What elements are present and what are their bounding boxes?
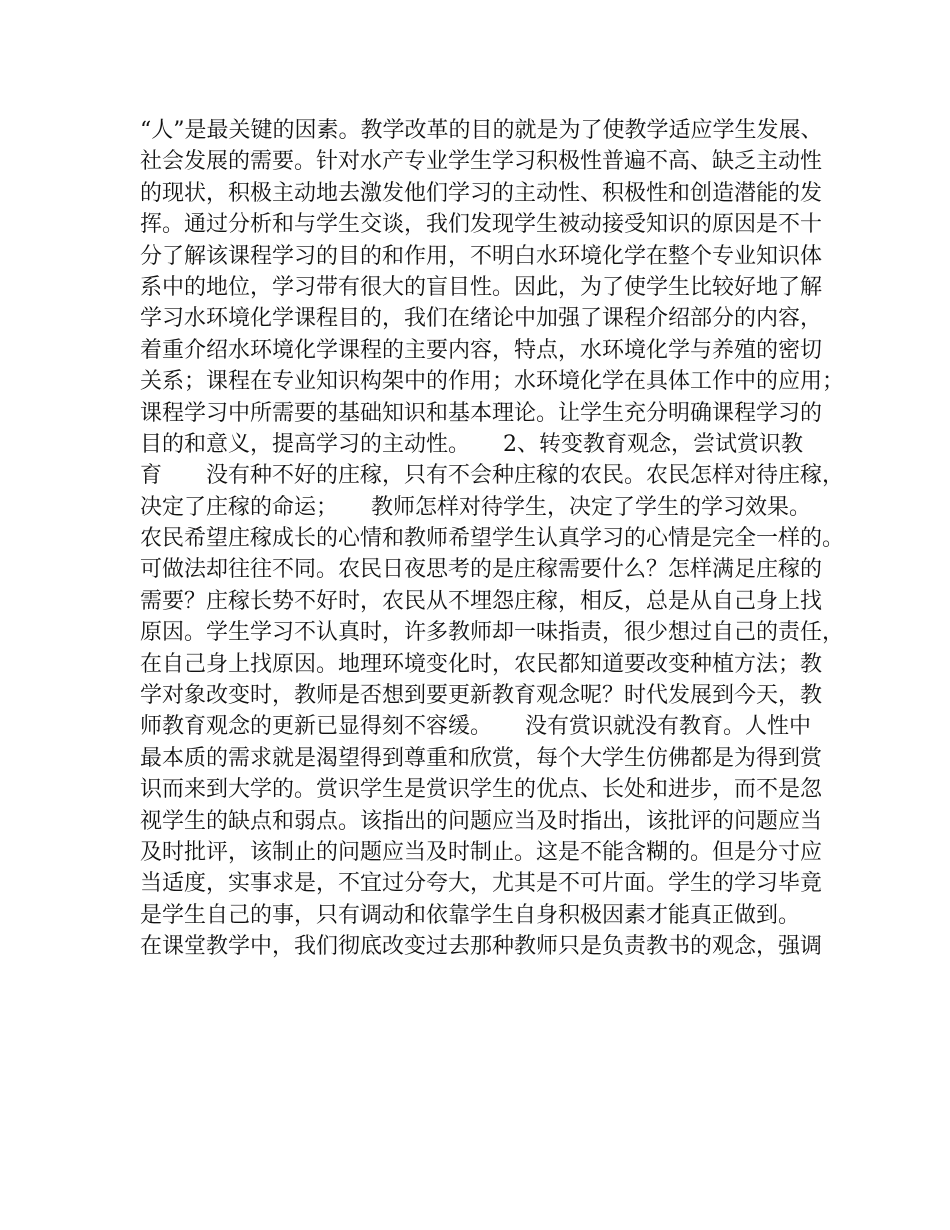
text-line-5: 分了解该课程学习的目的和作用，不明白水环境化学在整个专业知识体 <box>140 243 823 269</box>
text-line-25: 当适度，实事求是，不宜过分夸大，尤其是不可片面。学生的学习毕竟 <box>140 871 823 897</box>
text-line-18: 在自己身上找原因。地理环境变化时，农民都知道要改变种植方法；教 <box>140 651 823 677</box>
text-line-11: 目的和意义，提高学习的主动性。 2、转变教育观念，尝试赏识教 <box>140 431 803 457</box>
text-line-26: 是学生自己的事，只有调动和依靠学生自身积极因素才能真正做到。 <box>140 902 801 928</box>
text-line-2: 社会发展的需要。针对水产专业学生学习积极性普遍不高、缺乏主动性 <box>140 149 823 175</box>
text-line-3: 的现状，积极主动地去激发他们学习的主动性、积极性和创造潜能的发 <box>140 180 823 206</box>
text-line-4: 挥。通过分析和与学生交谈，我们发现学生被动接受知识的原因是不十 <box>140 212 823 238</box>
text-line-14: 农民希望庄稼成长的心情和教师希望学生认真学习的心情是完全一样的。 <box>140 526 845 552</box>
text-line-17: 原因。学生学习不认真时，许多教师却一味指责，很少想过自己的责任， <box>140 620 845 646</box>
text-line-9: 关系；课程在专业知识构架中的作用；水环境化学在具体工作中的应用； <box>140 369 845 395</box>
text-line-20: 师教育观念的更新已显得刻不容缓。 没有赏识就没有教育。人性中 <box>140 714 812 740</box>
text-line-6: 系中的地位，学习带有很大的盲目性。因此，为了使学生比较好地了解 <box>140 274 823 300</box>
body-text <box>140 115 845 963</box>
text-line-27: 在课堂教学中，我们彻底改变过去那种教师只是负责教书的观念，强调 <box>140 934 823 960</box>
text-line-22: 识而来到大学的。赏识学生是赏识学生的优点、长处和进步，而不是忽 <box>140 777 823 803</box>
text-line-24: 及时批评，该制止的问题应当及时制止。这是不能含糊的。但是分寸应 <box>140 839 823 865</box>
text-line-7: 学习水环境化学课程目的，我们在绪论中加强了课程介绍部分的内容， <box>140 306 823 332</box>
text-line-13: 决定了庄稼的命运； 教师怎样对待学生，决定了学生的学习效果。 <box>140 494 812 520</box>
text-line-10: 课程学习中所需要的基础知识和基本理论。让学生充分明确课程学习的 <box>140 400 823 426</box>
text-line-1: “人”是最关键的因素。教学改革的目的就是为了使教学适应学生发展、 <box>140 118 823 143</box>
text-line-19: 学对象改变时，教师是否想到要更新教育观念呢？时代发展到今天，教 <box>140 683 823 709</box>
text-line-12: 育 没有种不好的庄稼，只有不会种庄稼的农民。农民怎样对待庄稼， <box>140 463 845 489</box>
text-line-8: 着重介绍水环境化学课程的主要内容，特点，水环境化学与养殖的密切 <box>140 337 823 363</box>
text-line-16: 需要？庄稼长势不好时，农民从不埋怨庄稼，相反，总是从自己身上找 <box>140 588 823 614</box>
text-line-15: 可做法却往往不同。农民日夜思考的是庄稼需要什么？怎样满足庄稼的 <box>140 557 823 583</box>
text-line-23: 视学生的缺点和弱点。该指出的问题应当及时指出，该批评的问题应当 <box>140 808 823 834</box>
text-line-21: 最本质的需求就是渴望得到尊重和欣赏，每个大学生仿佛都是为得到赏 <box>140 745 823 771</box>
